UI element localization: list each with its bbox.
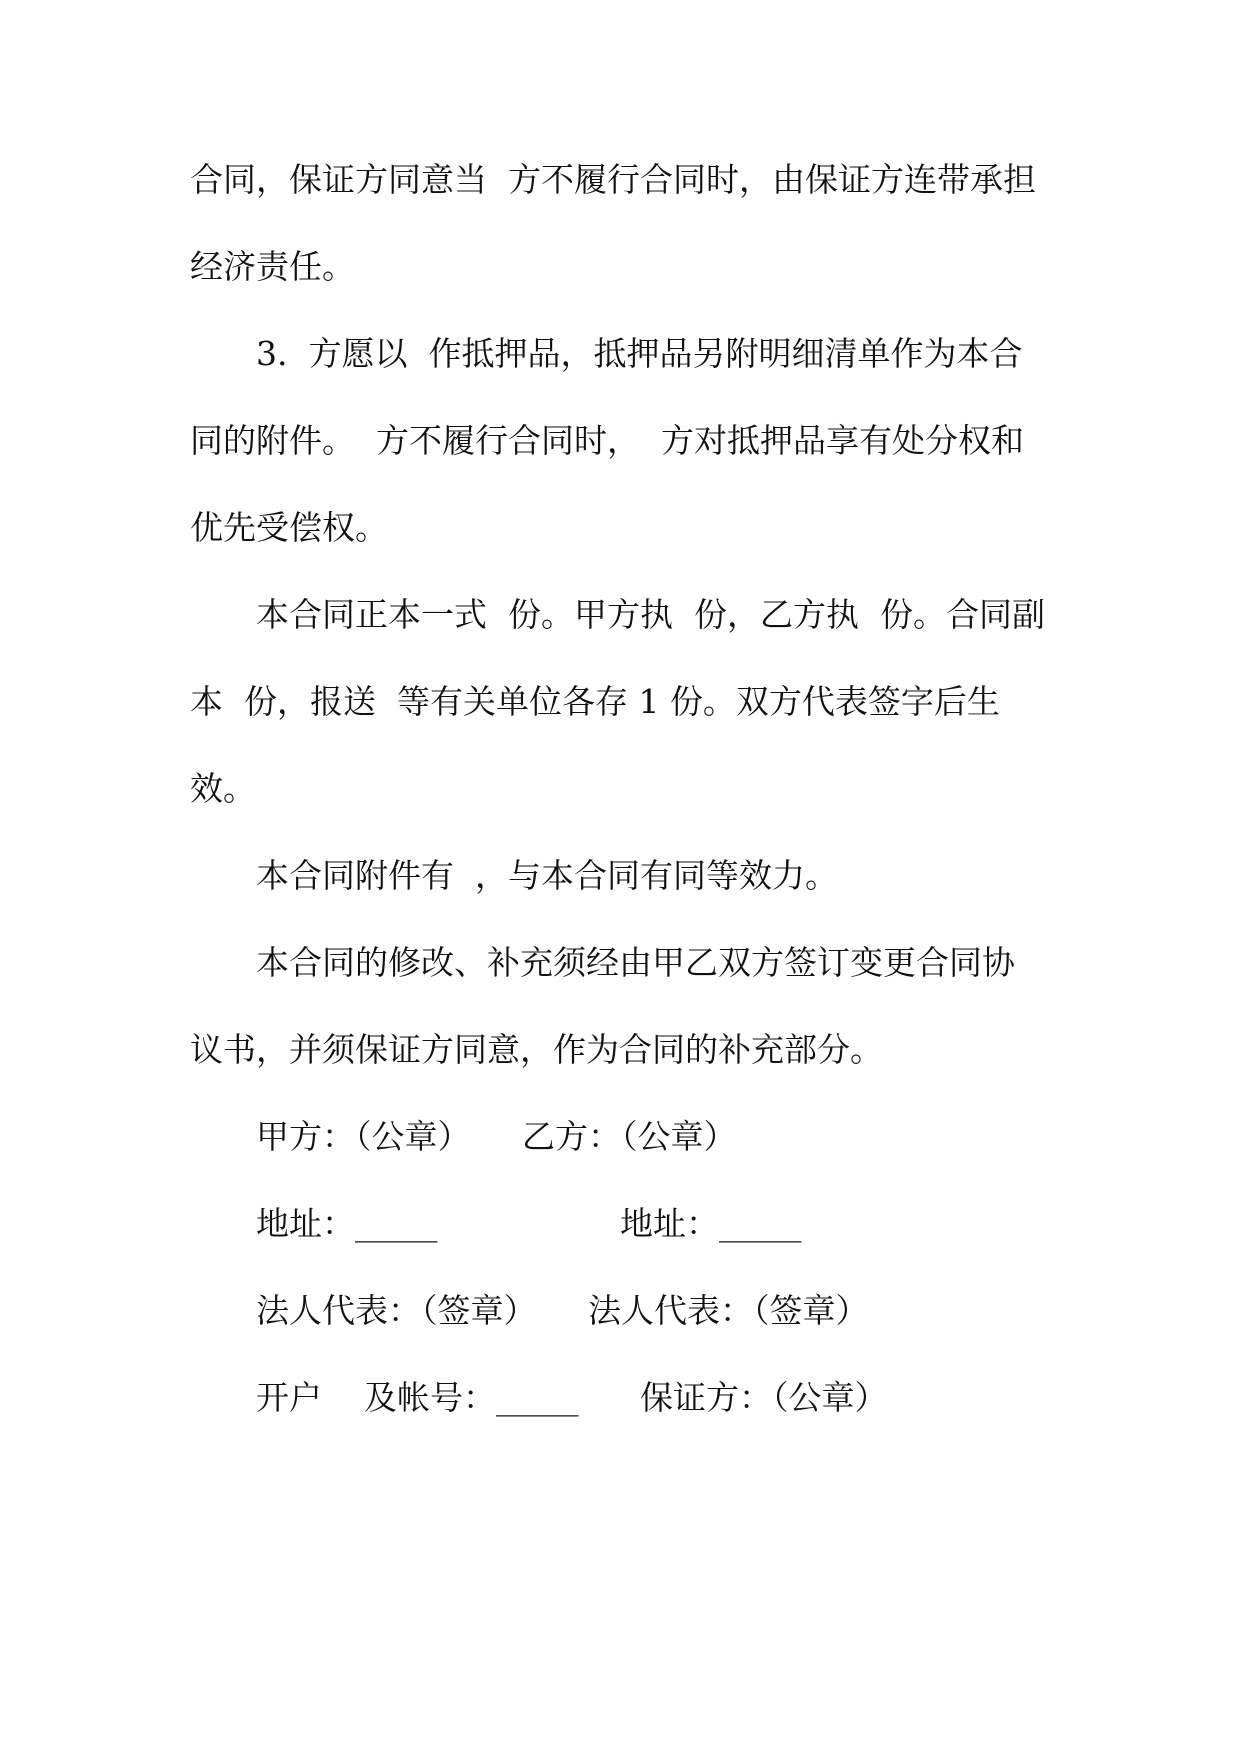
bank-account-field: 开户 及帐号：_____ <box>256 1378 579 1417</box>
guarantee-clause-line-1: 合同，保证方同意当 方不履行合同时，由保证方连带承担 <box>190 160 1036 199</box>
amendment-clause-line-2: 议书，并须保证方同意，作为合同的补充部分。 <box>190 1030 883 1069</box>
copies-clause-line-3: 效。 <box>190 769 256 808</box>
collateral-clause-line-2: 同的附件。 方不履行合同时， 方对抵押品享有处分权和 <box>190 421 1024 460</box>
guarantee-clause-line-2: 经济责任。 <box>190 247 355 286</box>
guarantor-seal-label: 保证方：（公章） <box>640 1378 888 1417</box>
amendment-clause-line-1: 本合同的修改、补充须经由甲乙双方签订变更合同协 <box>256 943 1015 982</box>
collateral-clause-line-1: 3. 方愿以 作抵押品，抵押品另附明细清单作为本合 <box>256 334 1023 373</box>
party-a-legal-rep-label: 法人代表：（签章） <box>256 1291 537 1330</box>
party-a-address-field: 地址：_____ <box>256 1204 438 1243</box>
copies-clause-line-2: 本 份，报送 等有关单位各存 1 份。双方代表签字后生 <box>190 682 1000 721</box>
party-b-legal-rep-label: 法人代表：（签章） <box>588 1291 869 1330</box>
attachments-clause: 本合同附件有 ，与本合同有同等效力。 <box>256 856 838 895</box>
party-a-seal-label: 甲方：（公章） <box>256 1117 471 1156</box>
party-b-seal-label: 乙方：（公章） <box>522 1117 737 1156</box>
party-b-address-field: 地址：_____ <box>620 1204 802 1243</box>
copies-clause-line-1: 本合同正本一式 份。甲方执 份，乙方执 份。合同副 <box>256 595 1045 634</box>
collateral-clause-line-3: 优先受偿权。 <box>190 508 388 547</box>
